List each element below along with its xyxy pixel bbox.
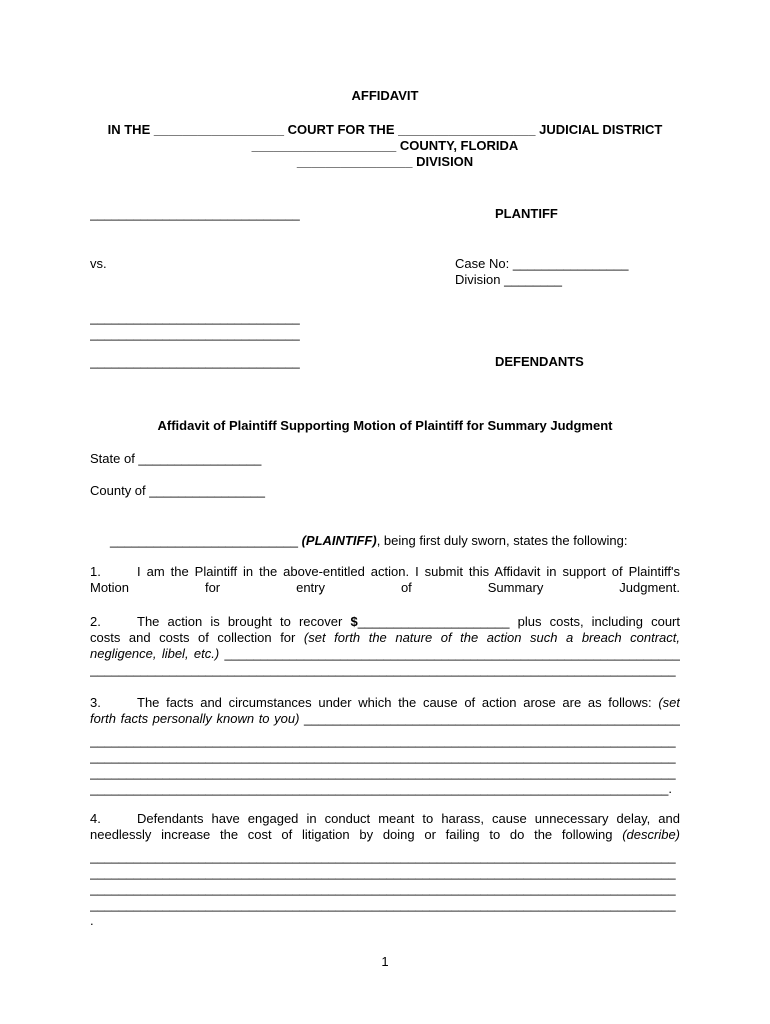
facts-blank-line-1-field[interactable]: _________________________________________________________________________________ — [90, 733, 676, 748]
paragraph-3-text: The facts and circumstances under which the cause of action arose are as follows: — [137, 695, 659, 710]
state-of-label: State of — [90, 451, 139, 466]
paragraph-3 — [90, 695, 680, 797]
defendant-name-row-3 — [90, 354, 680, 370]
describe-instruction: (describe) — [622, 827, 680, 842]
defendants-caption-block — [90, 310, 680, 370]
paragraph-3-period: . — [668, 781, 673, 796]
county-blank[interactable]: ________________ — [149, 483, 265, 498]
facts-blank[interactable]: ____________________________________________________ — [304, 711, 680, 726]
sworn-clause-line — [90, 533, 680, 549]
conduct-blank-line-1-field[interactable]: _________________________________________________________________________________ — [90, 849, 676, 864]
defendant-name-blank-3[interactable]: _____________________________ — [90, 354, 300, 369]
paragraph-1-number: 1. — [90, 564, 101, 579]
paragraph-4-text-cont: needlessly increase the cost of litigation by doing or failing to do the following — [90, 827, 623, 842]
paragraph-4-number: 4. — [90, 811, 101, 826]
division-name-blank[interactable]: ________________ — [296, 154, 413, 169]
paragraph-2-text-cont: plus costs, including court — [509, 614, 680, 629]
amount-blank[interactable]: _____________________ — [357, 614, 510, 629]
paragraph-2-line-3 — [90, 646, 680, 662]
plaintiff-label: PLANTIFF — [495, 206, 558, 221]
court-line-pre: IN THE — [107, 122, 154, 137]
case-no-blank[interactable]: ________________ — [512, 256, 629, 271]
paragraph-3-line-1 — [90, 695, 680, 711]
division-header-line — [90, 154, 680, 170]
division-label: DIVISION — [412, 154, 474, 169]
sworn-clause-text: , being first duly sworn, states the following: — [376, 533, 628, 548]
paragraph-3-line-2 — [90, 711, 680, 727]
county-header-line — [90, 138, 680, 154]
division-field-blank[interactable]: ________ — [504, 272, 562, 287]
paragraph-2-line-1 — [90, 614, 680, 630]
conduct-blank-line-4-field[interactable]: _________________________________________________________________________________ — [90, 897, 676, 912]
county-florida-label: COUNTY, FLORIDA — [396, 138, 519, 153]
division-field-line — [455, 272, 629, 288]
facts-blank-line-3-field[interactable]: _________________________________________________________________________________ — [90, 765, 676, 780]
paragraph-4 — [90, 811, 680, 929]
dollar-sign: $ — [350, 614, 358, 629]
facts-instruction: (set — [658, 695, 680, 710]
document-heading: Affidavit of Plaintiff Supporting Motion of Plaintiff for Summary Judgment — [157, 418, 613, 433]
facts-blank-line-4 — [90, 781, 680, 797]
nature-of-action-blank[interactable]: _______________________________________________________________ — [224, 646, 680, 661]
vs-caption-row — [90, 256, 680, 288]
state-blank[interactable]: _________________ — [138, 451, 262, 466]
page-number: 1 — [381, 954, 389, 969]
conduct-blank-line-3 — [90, 881, 680, 897]
vs-label: vs. — [90, 256, 107, 271]
facts-blank-line-1 — [90, 733, 680, 749]
defendant-name-blank-2[interactable]: _____________________________ — [90, 326, 300, 341]
case-no-line — [455, 256, 629, 272]
county-of-label: County of — [90, 483, 150, 498]
document-title: AFFIDAVIT — [351, 88, 419, 103]
conduct-blank-line-3-field[interactable]: _________________________________________________________________________________ — [90, 881, 676, 896]
paragraph-1-text: I am the Plaintiff in the above-entitled action. I submit this Affidavit in support of Plaintiff's Motion for entry of Summary Judgment. — [90, 564, 680, 595]
court-header — [90, 122, 680, 170]
plaintiff-name-blank[interactable]: _____________________________ — [90, 206, 300, 221]
defendant-name-line-3 — [90, 354, 680, 370]
conduct-blank-line-2-field[interactable]: _________________________________________________________________________________ — [90, 865, 676, 880]
facts-blank-line-2-field[interactable]: _________________________________________________________________________________ — [90, 749, 676, 764]
nature-of-action-instruction-cont: negligence, libel, etc.) — [90, 646, 225, 661]
paragraph-2-number: 2. — [90, 614, 101, 629]
court-line — [90, 122, 680, 138]
affiant-name-blank[interactable]: __________________________ — [110, 533, 298, 548]
facts-blank-line-4-field[interactable]: ________________________________________________________________________________ — [90, 781, 669, 796]
state-of-line — [90, 451, 680, 467]
court-line-mid: COURT FOR THE — [284, 122, 399, 137]
defendant-name-line-1 — [90, 310, 680, 326]
nature-of-action-instruction: (set forth the nature of the action such a breach contract, — [303, 630, 680, 645]
plaintiff-tag: (PLAINTIFF) — [297, 533, 377, 548]
paragraph-2-text: The action is brought to recover — [137, 614, 351, 629]
county-of-line — [90, 483, 680, 499]
paragraph-4-line-1 — [90, 811, 680, 827]
facts-blank-line-2 — [90, 749, 680, 765]
case-no-label: Case No: — [455, 256, 513, 271]
case-info-block — [455, 256, 629, 288]
division-field-label: Division — [455, 272, 505, 287]
paragraph-2-line-4 — [90, 662, 680, 678]
judicial-district-blank[interactable]: ___________________ — [398, 122, 536, 137]
defendant-name-line-2 — [90, 326, 680, 342]
paragraph-4-period: . — [90, 913, 94, 928]
court-line-post: JUDICIAL DISTRICT — [535, 122, 663, 137]
facts-blank-line-3 — [90, 765, 680, 781]
defendants-label: DEFENDANTS — [495, 354, 584, 369]
plaintiff-caption-row — [90, 206, 680, 222]
plaintiff-name-line — [90, 206, 680, 222]
paragraph-2-text-2: costs and costs of collection for — [90, 630, 304, 645]
defendant-name-blank-1[interactable]: _____________________________ — [90, 310, 300, 325]
paragraph-3-number: 3. — [90, 695, 101, 710]
paragraph-4-line-2 — [90, 827, 680, 843]
nature-of-action-blank-line[interactable]: _________________________________________________________________________________ — [90, 662, 676, 677]
conduct-blank-line-2 — [90, 865, 680, 881]
facts-instruction-cont: forth facts personally known to you) — [90, 711, 305, 726]
paragraph-2-line-2 — [90, 630, 680, 646]
paragraph-4-text: Defendants have engaged in conduct meant to harass, cause unnecessary delay, and — [137, 811, 680, 826]
court-name-blank[interactable]: __________________ — [153, 122, 284, 137]
conduct-blank-line-1 — [90, 849, 680, 865]
paragraph-4-period-line — [90, 913, 680, 929]
county-name-blank[interactable]: ____________________ — [251, 138, 397, 153]
paragraph-1 — [90, 564, 680, 596]
paragraph-2 — [90, 614, 680, 678]
conduct-blank-line-4 — [90, 897, 680, 913]
